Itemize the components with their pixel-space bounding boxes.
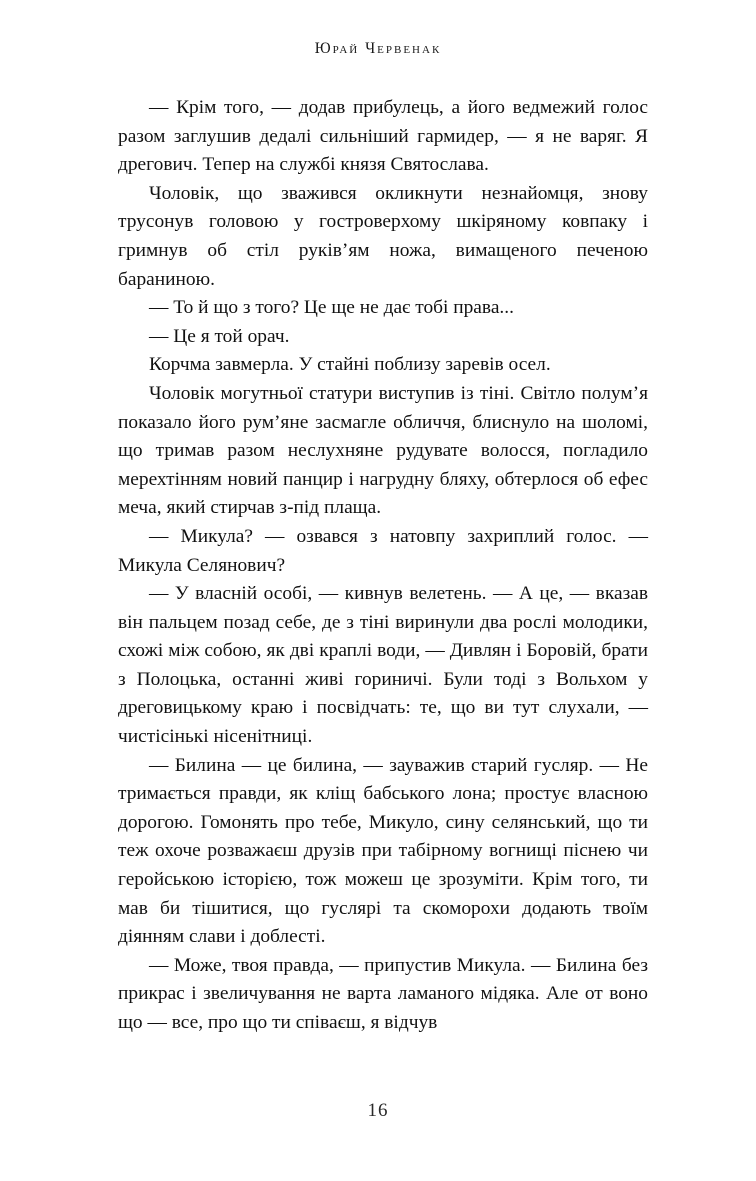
paragraph: — Билина — це билина, — зауважив старий гусляр. — Не тримається правди, як кліщ бабського лона; простує власною дорогою. Гомонять про тебе, Микуло, сину селянський, що ти теж охоче розважаєш друзів при табірному вогнищі піснею чи геройською історією, тож можеш це зрозуміти. Крім того, ти мав би тішитися, що гуслярі та скоморохи додають твоїм діянням слави і доблесті. <box>118 754 648 948</box>
paragraph: — Крім того, — додав прибулець, а його ведмежий голос разом заглушив дедалі сильніший гармидер, — я не варяг. Я дрегович. Тепер на службі князя Святослава. <box>118 97 648 176</box>
paragraph: — Може, твоя правда, — припустив Микула. — Билина без прикрас і звеличування не варта ламаного мідяка. Але от воно що — все, про що ти співаєш, я відчув <box>118 954 648 1033</box>
paragraph: — У власній особі, — кивнув велетень. — А це, — вказав він пальцем позад себе, де з тіні виринули два рослі молодики, схожі між собою, як дві краплі води, — Дивлян і Боровій, брати з Полоцька, останні живі гориничі. Були тоді з Вольхом у дреговицькому краю і посвідчать: те, що ви тут слухали, — чистісінькі нісенітниці. <box>118 583 648 748</box>
running-head: Юрай Червенак <box>314 40 442 57</box>
paragraph: — Микула? — озвався з натовпу захриплий голос. — Микула Селянович? <box>118 525 648 576</box>
paragraph: Корчма завмерла. У стайні поблизу заревів осел. <box>149 354 551 376</box>
body-text <box>118 94 648 1038</box>
paragraph: — То й що з того? Це ще не дає тобі права... <box>149 297 514 319</box>
page-number: 16 <box>367 1100 389 1121</box>
paragraph: — Це я той орач. <box>149 325 290 347</box>
paragraph: Чоловік, що зважився окликнути незнайомця, знову трусонув головою у гостроверхому шкіряному ковпаку і гримнув об стіл руків’ям ножа, вимащеного печеною бараниною. <box>118 182 648 290</box>
paragraph: Чоловік могутньої статури виступив із тіні. Світло полум’я показало його рум’яне засмагле обличчя, блиснуло на шоломі, що тримав разом неслухняне рудувате волосся, погладило мерехтінням новий панцир і нагрудну бляху, обтерлося об ефес меча, який стирчав з-під плаща. <box>118 382 648 519</box>
